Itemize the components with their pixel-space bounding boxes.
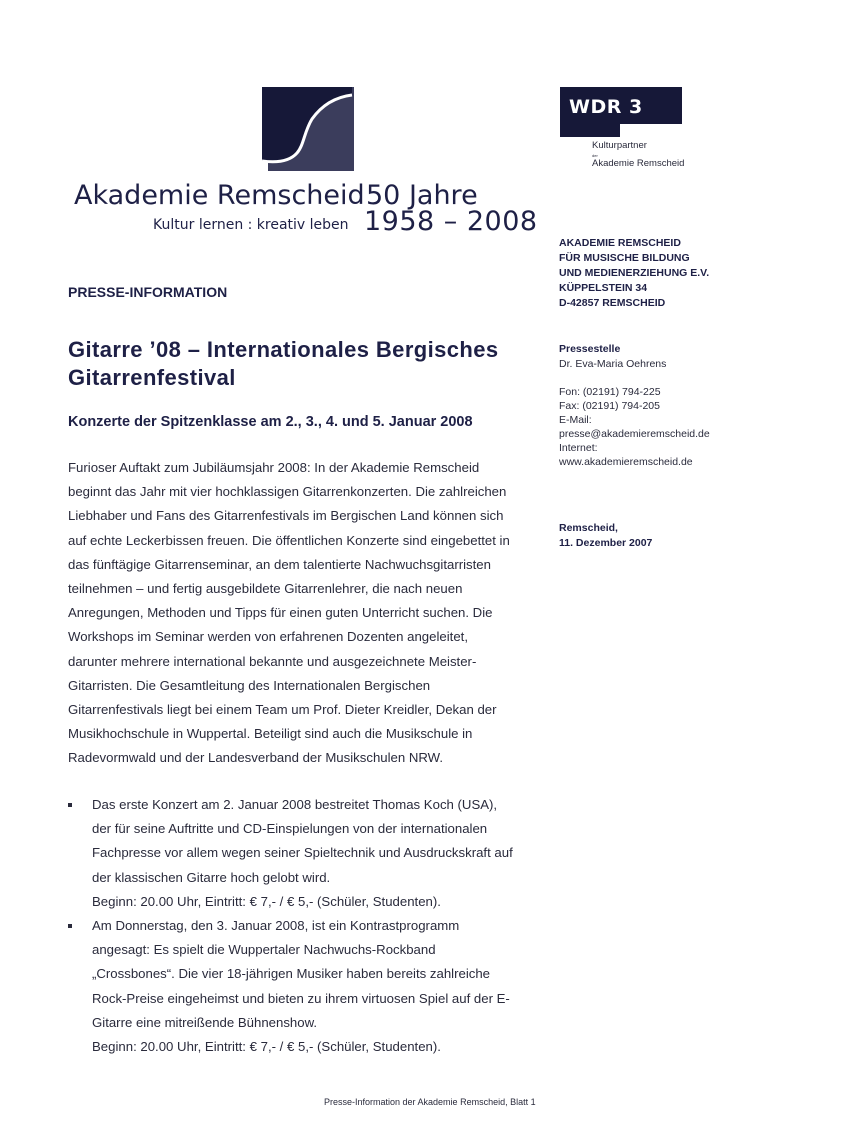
headline [68,336,538,392]
bullet-line: Beginn: 20.00 Uhr, Eintritt: € 7,- / € 5,- (Schüler, Studenten). [92,893,441,909]
wdr3-brand-text: WDR 3 [569,96,643,118]
address-line: UND MEDIENERZIEHUNG E.V. [559,267,710,279]
body-line: darunter mehrere international bekannte und ausgezeichnete Meister- [68,653,477,669]
contact-heading: Pressestelle [559,343,621,355]
bullet-line: angesagt: Es spielt die Wuppertaler Nachwuchs-Rockband [92,942,436,958]
body-line: Radevormwald und der Landesverband der Musikschulen NRW. [68,750,444,766]
partner-label: Kulturpartner [592,140,647,151]
bullet-line: der für seine Auftritte und CD-Einspielungen von der internationalen [92,821,488,837]
anniversary-label: 50 Jahre [366,180,478,211]
bullet-line: Das erste Konzert am 2. Januar 2008 bestreitet Thomas Koch (USA), [92,797,498,812]
subheadline: Konzerte der Spitzenklasse am 2., 3., 4. und 5. Januar 2008 [68,414,473,430]
partner-connector: der [592,153,598,158]
address-line: KÜPPELSTEIN 34 [559,282,648,294]
body-line: teilnehmen – und fertig ausgebildete Gitarrenlehrer, die nach neuen [68,581,463,597]
body-line: Liebhaber und Fans des Gitarrenfestivals im Bergischen Land können sich [68,508,504,524]
document-label: PRESSE-INFORMATION [68,284,228,300]
body-line: Anregungen, Methoden und Tipps für einen guten Unterricht suchen. Die [68,605,493,621]
page-footer: Presse-Information der Akademie Remscheid, Blatt 1 [324,1097,536,1107]
brand-title: Akademie Remscheid [74,180,365,211]
concert-list-item [66,914,546,1059]
dateline [559,521,652,551]
concert-list-item [66,793,546,914]
contact-block [559,342,710,469]
bullet-square-icon [68,803,72,807]
body-line: Gitarristen. Die Gesamtleitung des Internationalen Bergischen [68,677,431,693]
address-line: FÜR MUSISCHE BILDUNG [559,252,690,264]
body-line: auf echte Leckerbissen freuen. Die öffentlichen Konzerte sind eingebettet in [68,532,510,548]
contact-phone: Fon: (02191) 794-225 [559,386,661,398]
contact-email-label: E-Mail: [559,414,592,426]
bullet-line: Fachpresse vor allem wegen seiner Spieltechnik und Ausdruckskraft auf [92,845,513,861]
akademie-remscheid-logo-icon [262,87,354,171]
dateline-date: 11. Dezember 2007 [559,537,653,549]
body-line: Musikhochschule in Wuppertal. Beteiligt sind auch die Musikschule in [68,726,473,742]
brand-tagline: Kultur lernen : kreativ leben [153,217,349,233]
bullet-line: „Crossbones“. Die vier 18-jährigen Musiker haben bereits zahlreiche [92,966,491,982]
dateline-place: Remscheid, [559,522,618,534]
contact-name: Dr. Eva-Maria Oehrens [559,358,667,370]
contact-website: www.akademieremscheid.de [559,456,693,468]
body-line: Furioser Auftakt zum Jubiläumsjahr 2008: In der Akademie Remscheid [68,460,480,475]
headline-line: Gitarrenfestival [68,365,236,390]
body-line: Gitarrenfestivals liegt bei einem Team um Prof. Dieter Kreidler, Dekan der [68,702,497,718]
body-line: beginnt das Jahr mit vier hochklassigen Gitarrenkonzerten. Die zahlreichen [68,484,507,500]
body-line: das fünftägige Gitarrenseminar, an dem talentierte Nachwuchsgitarristen [68,556,491,572]
address-line: AKADEMIE REMSCHEID [559,237,681,249]
address-block [559,236,709,311]
headline-line: Gitarre ’08 – Internationales Bergisches [68,337,499,362]
address-line: D-42857 REMSCHEID [559,297,666,309]
bullet-line: Rock-Preise eingeheimst und bieten zu ihrem virtuosen Spiel auf der E- [92,990,510,1006]
bullet-square-icon [68,924,72,928]
bullet-line: der klassischen Gitarre hoch gelobt wird. [92,869,331,885]
contact-email: presse@akademieremscheid.de [559,428,710,440]
concert-list [66,793,546,1059]
bullet-line: Gitarre eine mitreißende Bühnenshow. [92,1014,318,1030]
contact-fax: Fax: (02191) 794-205 [559,400,660,412]
bullet-line: Beginn: 20.00 Uhr, Eintritt: € 7,- / € 5,- (Schüler, Studenten). [92,1039,441,1055]
contact-internet-label: Internet: [559,442,598,454]
body-line: Workshops im Seminar werden von erfahrenen Dozenten angeleitet, [68,629,468,645]
anniversary-years: 1958 – 2008 [364,206,538,237]
partner-org: Akademie Remscheid [592,158,685,169]
body-paragraph [68,456,543,771]
bullet-line: Am Donnerstag, den 3. Januar 2008, ist ein Kontrastprogramm [92,918,460,934]
